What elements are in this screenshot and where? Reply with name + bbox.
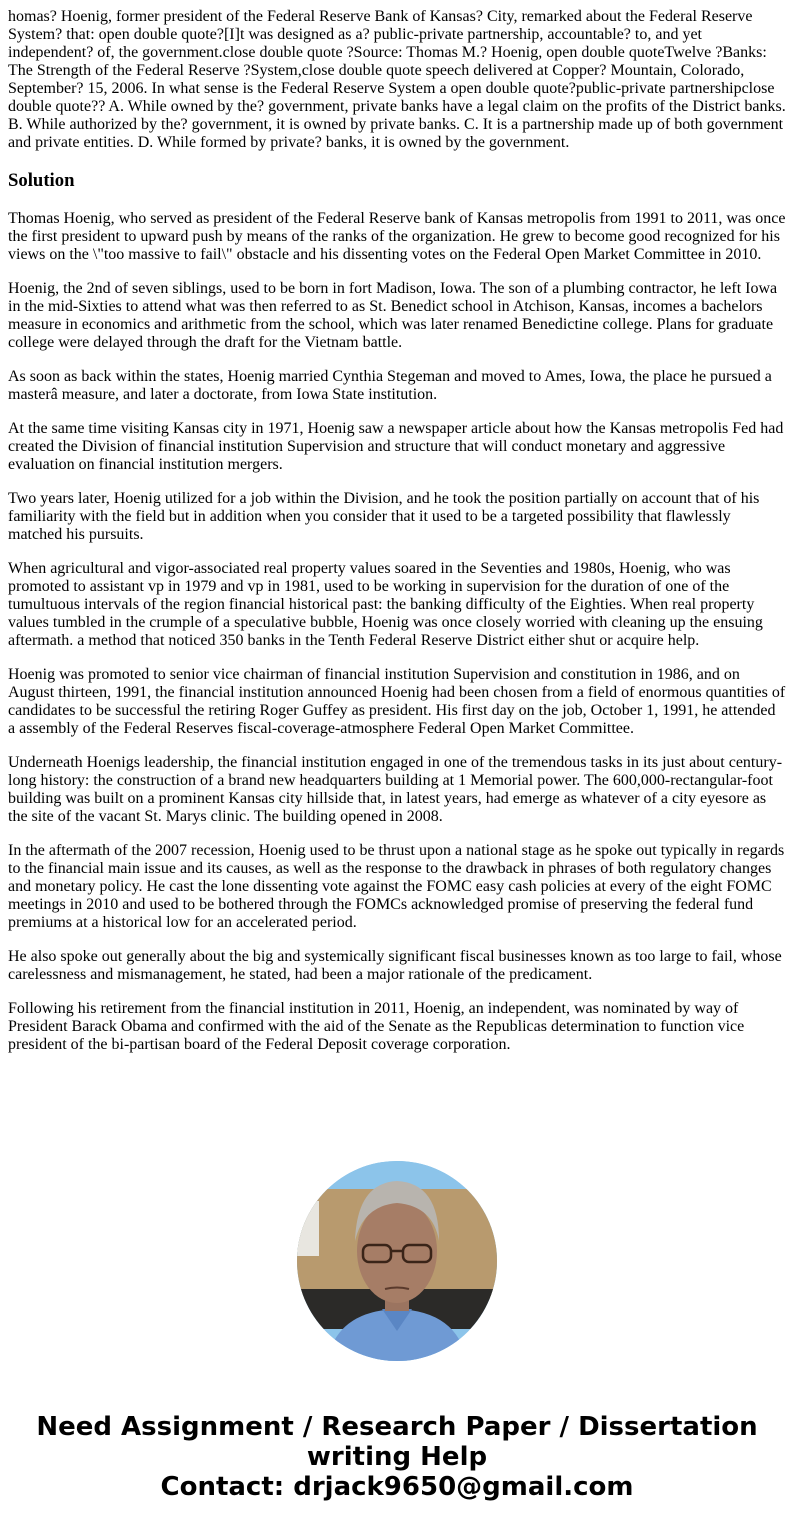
solution-paragraph: When agricultural and vigor-associated real property values soared in the Seventies and 1980s, Hoenig, who was promoted to assistant vp in 1979 and vp in 1981, used to be working in supervision for the duration of one of the tumultuous intervals of the region financial historical past: the banking difficulty of the Eighties. When real property values tumbled in the crumple of a speculative bubble, Hoenig was once closely worried with cleaning up the ensuing aftermath. a method that noticed 350 banks in the Tenth Federal Reserve District either shut or acquire help. bbox=[8, 560, 763, 649]
solution-paragraph: In the aftermath of the 2007 recession, Hoenig used to be thrust upon a national stage as he spoke out typically in regards to the financial main issue and its causes, as well as the response to the drawback in phrases of both regulatory changes and monetary policy. He cast the lone dissenting vote against the FOMC easy cash policies at every of the eight FOMC meetings in 2010 and used to be bothered through the FOMCs acknowledged promise of preserving the federal fund premiums at a historical low for an accelerated period. bbox=[8, 842, 785, 931]
solution-paragraph: At the same time visiting Kansas city in 1971, Hoenig saw a newspaper article about how the Kansas metropolis Fed had created the Division of financial institution Supervision and structure that will conduct monetary and aggressive evaluation on financial institution mergers. bbox=[8, 420, 784, 473]
document-body bbox=[0, 8, 794, 1054]
footer-line: Need Assignment / Research Paper / Dissertation bbox=[36, 1412, 758, 1442]
solution-paragraph: As soon as back within the states, Hoenig married Cynthia Stegeman and moved to Ames, Iowa, the place he pursued a masterâ measure, and later a doctorate, from Iowa State institution. bbox=[8, 368, 772, 403]
solution-paragraph: Thomas Hoenig, who served as president of the Federal Reserve bank of Kansas metropolis from 1991 to 2011, was once the first president to upward push by means of the ranks of the organization. He grew to become good recognized for his views on the \"too massive to fail\" obstacle and his dissenting votes on the Federal Open Market Committee in 2010. bbox=[8, 210, 786, 263]
solution-paragraph: He also spoke out generally about the big and systemically significant fiscal businesses known as too large to fail, whose carelessness and mismanagement, he stated, had been a major rationale of the predicament. bbox=[8, 948, 782, 983]
solution-paragraph: Hoenig, the 2nd of seven siblings, used to be born in fort Madison, Iowa. The son of a plumbing contractor, he left Iowa in the mid-Sixties to attend what was then referred to as St. Benedict school in Atchison, Kansas, incomes a bachelors measure in economics and arithmetic from the school, which was later renamed Benedictine college. Plans for graduate college were delayed through the draft for the Vietnam battle. bbox=[8, 280, 778, 351]
solution-paragraph: Two years later, Hoenig utilized for a job within the Division, and he took the position partially on account that of his familiarity with the field but in addition when you consider that it used to be a targeted possibility that flawlessly matched his pursuits. bbox=[8, 490, 760, 543]
footer-line: writing Help bbox=[306, 1442, 488, 1472]
solution-heading: Solution bbox=[8, 170, 75, 191]
question-text: homas? Hoenig, former president of the Federal Reserve Bank of Kansas? City, remarked about the Federal Reserve System? that: open double quote?[I]t was designed as a? public-private partnership, accountable? to, and yet independent? of, the government.close double quote ?Source: Thomas M.? Hoenig, open double quoteTwelve ?Banks: The Strength of the Federal Reserve ?System,close double quote speech delivered at Copper? Mountain, Colorado, September? 15, 2006. In what sense is the Federal Reserve System a open double quote?public-private partnershipclose double quote?? A. While owned by the? government, private banks have a legal claim on the profits of the District banks. B. While authorized by the? government, it is owned by private banks. C. It is a partnership made up of both government and private entities. D. While formed by private? banks, it is owned by the government. bbox=[8, 8, 786, 151]
author-photo bbox=[297, 1161, 497, 1361]
solution-paragraph: Underneath Hoenigs leadership, the financial institution engaged in one of the tremendous tasks in its just about century-long history: the construction of a brand new headquarters building at 1 Memorial power. The 600,000-rectangular-foot building was built on a prominent Kansas city hillside that, in latest years, had emerge as whatever of a city eyesore as the site of the vacant St. Marys clinic. The building opened in 2008. bbox=[8, 754, 783, 825]
contact-footer bbox=[0, 1412, 794, 1502]
footer-contact: Contact: drjack9650@gmail.com bbox=[160, 1472, 634, 1502]
solution-paragraph: Following his retirement from the financial institution in 2011, Hoenig, an independent, was nominated by way of President Barack Obama and confirmed with the aid of the Senate as the Republicas determination to function vice president of the bi-partisan board of the Federal Deposit coverage corporation. bbox=[8, 1000, 745, 1053]
solution-paragraph: Hoenig was promoted to senior vice chairman of financial institution Supervision and constitution in 1986, and on August thirteen, 1991, the financial institution announced Hoenig had been chosen from a field of enormous quantities of candidates to be successful the retiring Roger Guffey as president. His first day on the job, October 1, 1991, he attended a assembly of the Federal Reserves fiscal-coverage-atmosphere Federal Open Market Committee. bbox=[8, 666, 786, 737]
